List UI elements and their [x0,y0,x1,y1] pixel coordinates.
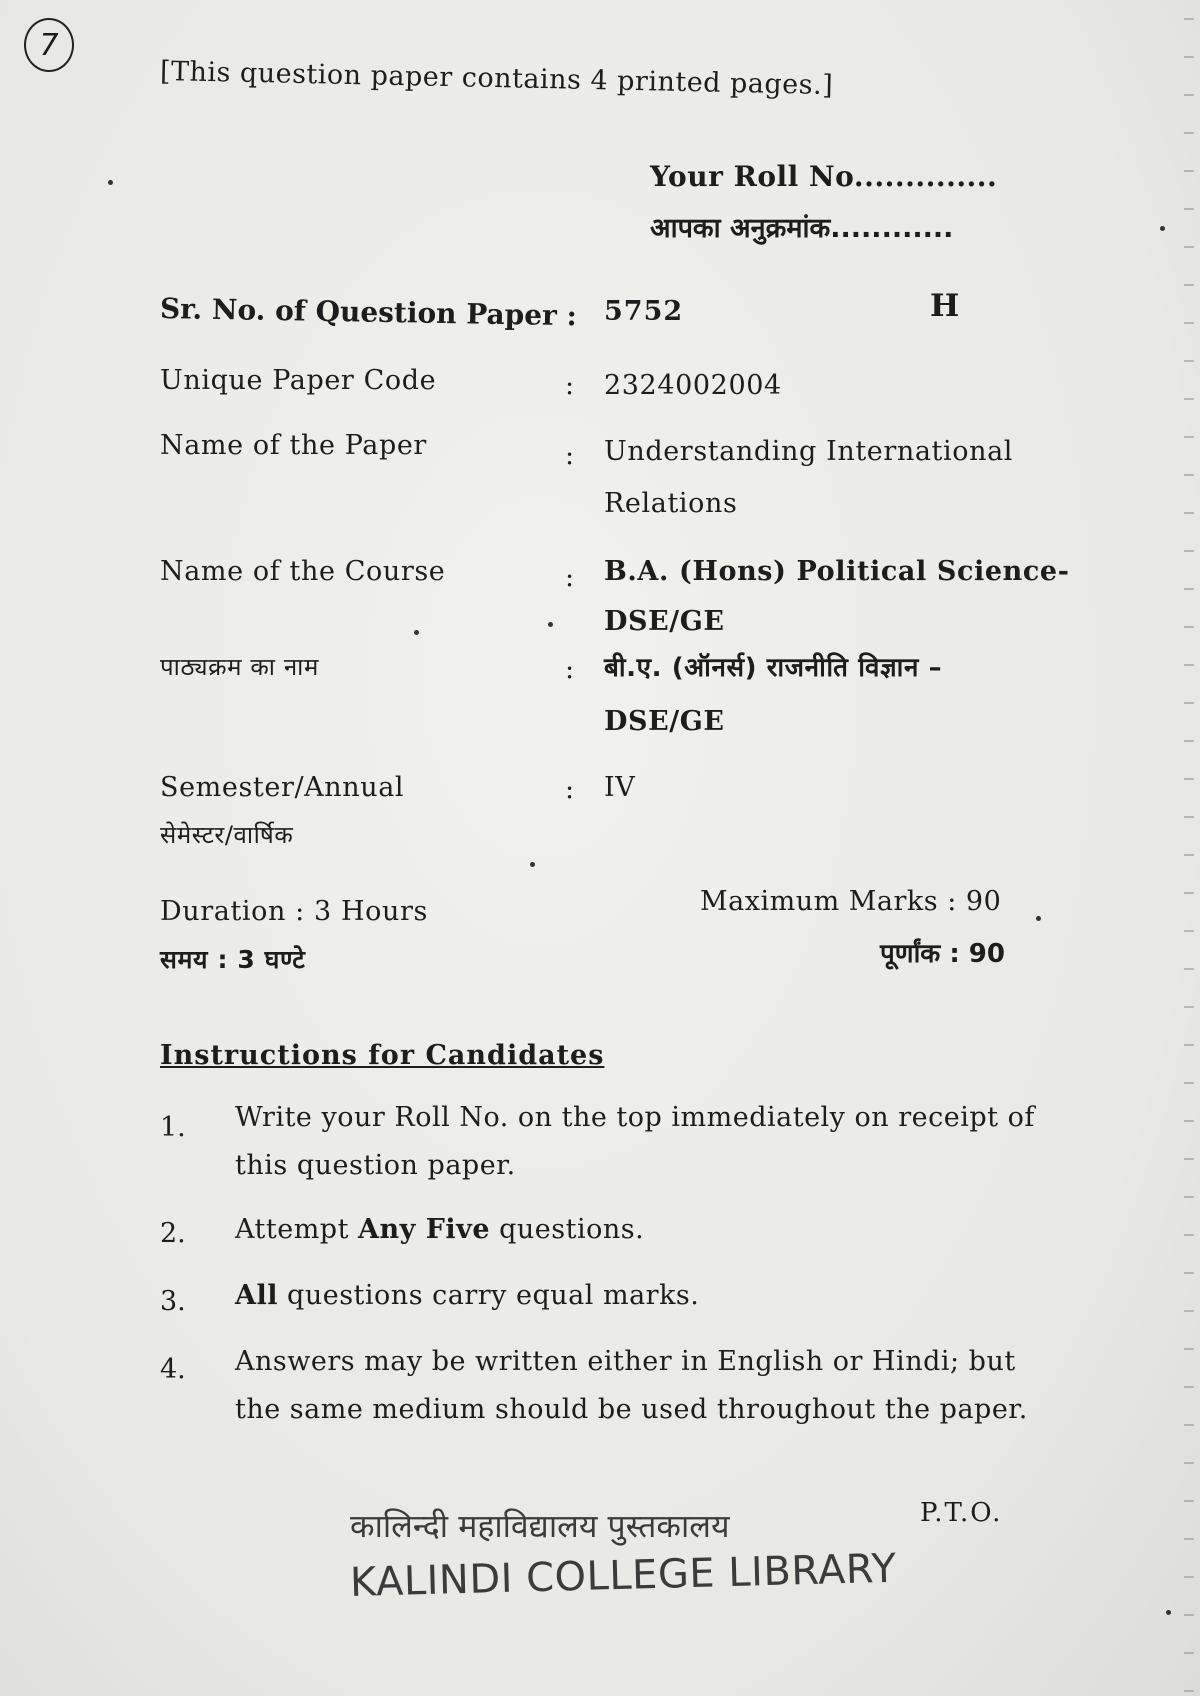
sr-no-value: 5752 [604,296,684,327]
pto-mark: P.T.O. [920,1498,1003,1528]
paper-name-label: Name of the Paper [160,430,427,461]
maximum-marks-hindi: पूर्णांक : 90 [880,939,1005,969]
course-value-hindi-2: DSE/GE [604,706,725,737]
library-stamp: KALINDI COLLEGE LIBRARY [349,1545,898,1606]
scan-speck [1036,916,1041,921]
scan-speck [548,622,553,627]
instruction-number: 4. [160,1354,186,1385]
instruction-1: Write your Roll No. on the top immediately on receipt of this question paper. [235,1102,1035,1181]
sr-no-label: Sr. No. of Question Paper : [159,292,578,333]
roll-no-line: Your Roll No.............. [650,160,998,193]
duration: Duration : 3 Hours [160,896,428,927]
colon: : [565,370,575,401]
course-value-2: DSE/GE [604,606,725,637]
corner-page-mark: 7 [24,18,74,72]
colon: : [565,774,575,805]
semester-label-hindi: सेमेस्टर/वार्षिक [160,821,294,849]
paper-name-value-2: Relations [604,488,738,519]
page-count-note: [This question paper contains 4 printed pages.] [159,56,834,102]
course-value-1: B.A. (Hons) Political Science- [604,556,1070,587]
course-value-hindi-1: बी.ए. (ऑनर्स) राजनीति विज्ञान – [604,653,943,683]
maximum-marks: Maximum Marks : 90 [700,886,1002,917]
instruction-number: 1. [160,1112,186,1143]
course-label: Name of the Course [160,556,446,587]
duration-hindi: समय : 3 घण्टे [160,945,306,974]
instruction-2: Attempt Any Five questions. [235,1214,645,1245]
instruction-number: 2. [160,1218,186,1249]
colon: : [565,440,575,471]
colon: : [565,654,575,685]
scan-speck [530,862,535,867]
colon: : [565,562,575,593]
unique-code-label: Unique Paper Code [160,365,437,396]
instruction-3: All questions carry equal marks. [235,1280,700,1311]
paper-name-value-1: Understanding International [604,436,1014,467]
unique-code-value: 2324002004 [604,370,782,401]
scan-speck [414,630,419,635]
instruction-4: Answers may be written either in English or Hindi; but the same medium should be used throughout the paper. [235,1346,1028,1425]
scan-speck [1160,226,1165,231]
scan-speck [108,180,113,185]
series-letter: H [930,288,960,324]
scan-speck [1166,1610,1171,1615]
roll-no-line-hindi: आपका अनुक्रमांक............ [650,213,954,244]
library-stamp-hindi: कालिन्दी महाविद्यालय पुस्तकालय [350,1507,730,1545]
semester-value: IV [604,772,636,803]
course-label-hindi: पाठ्यक्रम का नाम [160,653,319,681]
semester-label: Semester/Annual [160,772,405,803]
scan-edge [1184,0,1194,1696]
instructions-title: Instructions for Candidates [160,1040,605,1071]
instruction-number: 3. [160,1286,186,1317]
